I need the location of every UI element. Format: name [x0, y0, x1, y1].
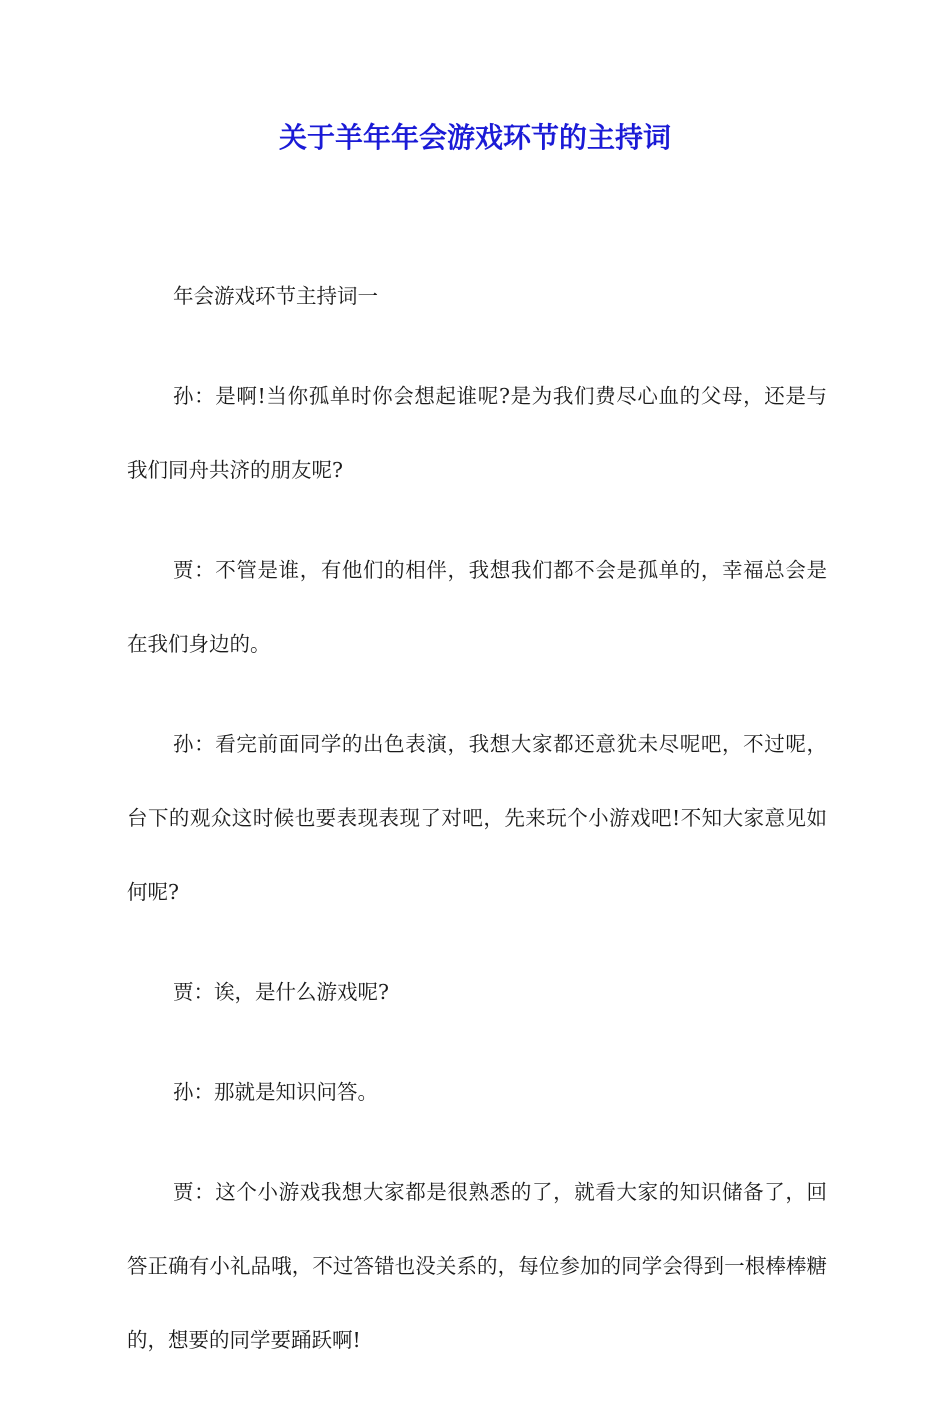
dialogue-paragraph: 孙：看完前面同学的出色表演，我想大家都还意犹未尽呢吧，不过呢，台下的观众这时候也要表现表现了对吧，先来玩个小游戏吧!不知大家意见如何呢? — [127, 732, 827, 904]
dialogue-paragraph: 贾：不管是谁，有他们的相伴，我想我们都不会是孤单的，幸福总会是在我们身边的。 — [127, 558, 827, 656]
document-body — [127, 259, 827, 1403]
document-title: 关于羊年年会游戏环节的主持词 — [278, 121, 671, 154]
section-heading: 年会游戏环节主持词一 — [173, 284, 378, 308]
dialogue-paragraph: 孙：是啊!当你孤单时你会想起谁呢?是为我们费尽心血的父母，还是与我们同舟共济的朋友呢? — [127, 384, 827, 482]
dialogue-paragraph: 贾：诶，是什么游戏呢? — [173, 980, 389, 1004]
dialogue-paragraph: 孙：那就是知识问答。 — [173, 1080, 378, 1104]
dialogue-paragraph: 贾：这个小游戏我想大家都是很熟悉的了，就看大家的知识储备了，回答正确有小礼品哦，不过答错也没关系的，每位参加的同学会得到一根棒棒糖的，想要的同学要踊跃啊! — [127, 1180, 827, 1352]
